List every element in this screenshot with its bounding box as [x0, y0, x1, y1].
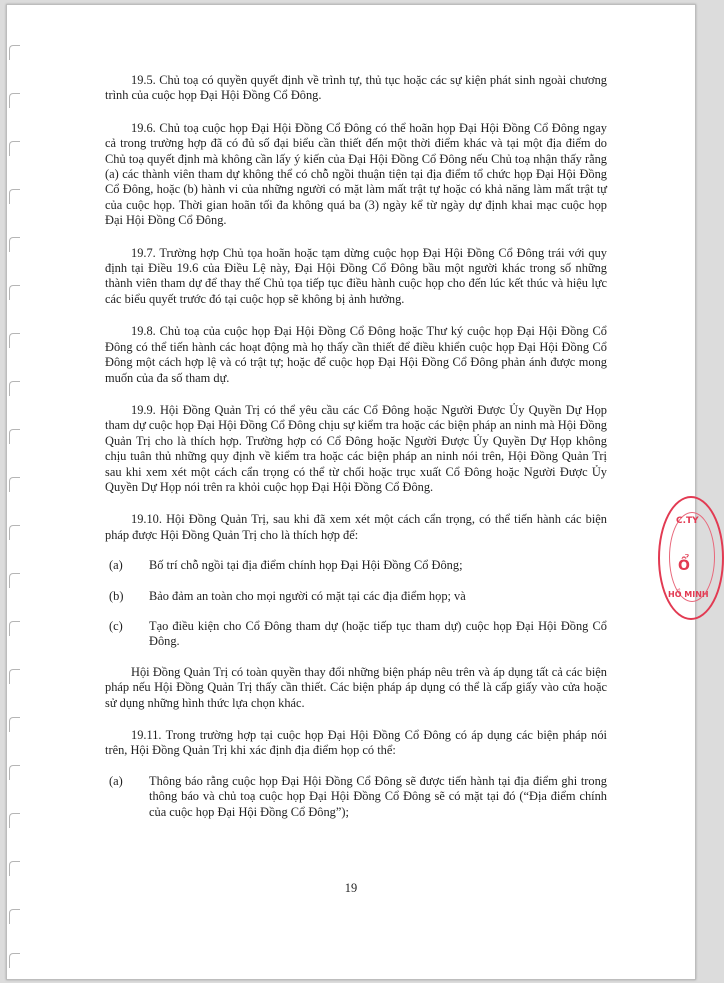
- document-body: [105, 73, 607, 820]
- list-item-19-10-c: [105, 619, 607, 650]
- paragraph-19-6: 19.6. Chủ toạ cuộc họp Đại Hội Đồng Cổ Đông có thể hoãn họp Đại Hội Đồng Cổ Đông ngay cả trong trường hợp đã có đủ số đại biểu cần thiết đến một thời điểm khác và tại một địa điểm do Chủ toạ quyết định mà không cần lấy ý kiến của Đại Hội Đồng Cổ Đông nếu Chủ toạ nhận thấy rằng (a) các thành viên tham dự không thể có chỗ ngồi thuận tiện tại địa điểm tổ chức họp Đại Hội Đồng Cổ Đông, hoặc (b) hành vi của những người có mặt làm mất trật tự hoặc có khả năng làm mất trật tự của cuộc họp. Thời gian hoãn tối đa không quá ba (3) ngày kể từ ngày dự định khai mạc cuộc họp Đại Hội Đồng Cổ Đông.: [105, 120, 607, 228]
- paragraph-19-9: 19.9. Hội Đồng Quản Trị có thể yêu cầu các Cổ Đông hoặc Người Được Ủy Quyền Dự Họp tham dự cuộc họp Đại Hội Đồng Cổ Đông chịu sự kiểm tra hoặc các biện pháp an ninh mà Hội Đồng Quản Trị cho là thích hợp. Trường hợp có Cổ Đông hoặc Người Được Ủy Quyền Dự Họp không chịu tuân thủ những quy định về kiểm tra hoặc các biện pháp an ninh nói trên, Hội Đồng Quản Trị sau khi xem xét một cách cẩn trọng có thể từ chối hoặc trục xuất Cổ Đông hoặc Người Được Ủy Quyền Dự Họp nói trên ra khỏi cuộc họp Đại Hội Đồng Cổ Đông.: [105, 402, 607, 494]
- list-item-label: (b): [109, 588, 124, 603]
- paragraph-19-5: 19.5. Chủ toạ có quyền quyết định về trình tự, thủ tục hoặc các sự kiện phát sinh ngoài chương trình của cuộc họp Đại Hội Đồng Cổ Đông.: [105, 73, 607, 103]
- list-item-text: Bố trí chỗ ngồi tại địa điểm chính họp Đại Hội Đồng Cổ Đông;: [149, 558, 463, 573]
- list-item-label: (c): [109, 618, 123, 633]
- paragraph-19-10: 19.10. Hội Đồng Quản Trị, sau khi đã xem xét một cách cẩn trọng, có thể tiến hành các biện pháp được Hội Đồng Quản Trị cho là thích hợp để:: [105, 512, 607, 542]
- binding-rings: [7, 5, 21, 979]
- paragraph-19-8: 19.8. Chủ toạ của cuộc họp Đại Hội Đồng Cổ Đông hoặc Thư ký cuộc họp Đại Hội Đồng Cổ Đông có thể tiến hành các hoạt động mà họ thấy cần thiết để điều khiển cuộc họp Đại Hội Đồng Cổ Đông một cách hợp lệ và có trật tự; hoặc để cuộc họp Đại Hội Đồng Cổ Đông phản ánh được mong muốn của đa số tham dự.: [105, 324, 607, 385]
- list-item-19-10-a: [105, 558, 607, 573]
- document-page: [6, 4, 696, 980]
- paragraph-19-10-tail: Hội Đồng Quản Trị có toàn quyền thay đổi những biện pháp nêu trên và áp dụng tất cả các biện pháp nếu Hội Đồng Quản Trị thấy cần thiết. Các biện pháp áp dụng có thể là cấp giấy vào cửa hoặc sử dụng những hình thức lựa chọn khác.: [105, 664, 607, 710]
- seal-text-bottom: HỒ MINH: [668, 590, 709, 599]
- list-item-19-11-a: [105, 774, 607, 820]
- paragraph-19-11: 19.11. Trong trường hợp tại cuộc họp Đại Hội Đồng Cổ Đông có áp dụng các biện pháp nói trên, Hội Đồng Quản Trị khi xác định địa điểm họp có thể:: [105, 728, 607, 758]
- page-number: 19: [344, 881, 358, 895]
- seal-text-top: C.TY: [676, 516, 699, 526]
- paragraph-19-7: 19.7. Trường hợp Chủ tọa hoãn hoặc tạm dừng cuộc họp Đại Hội Đồng Cổ Đông trái với quy định tại Điều 19.6 của Điều Lệ này, Đại Hội Đồng Cổ Đông bầu một người khác trong số những thành viên tham dự để thay thế Chủ tọa tiếp tục điều hành cuộc họp cho đến lúc kết thúc và hiệu lực các biểu quyết trước đó tại cuộc họp sẽ không bị ảnh hưởng.: [105, 245, 607, 306]
- list-item-text: Tạo điều kiện cho Cổ Đông tham dự (hoặc tiếp tục tham dự) cuộc họp Đại Hội Đồng Cổ Đông.: [149, 618, 607, 649]
- list-item-label: (a): [109, 558, 123, 573]
- list-item-label: (a): [109, 773, 123, 788]
- list-item-text: Bảo đảm an toàn cho mọi người có mặt tại các địa điểm họp; và: [149, 588, 466, 603]
- list-item-text: Thông báo rằng cuộc họp Đại Hội Đồng Cổ Đông sẽ được tiến hành tại địa điểm ghi trong thông báo và chủ toạ cuộc họp Đại Hội Đồng Cổ Đông sẽ có mặt tại đó (“Địa điểm chính của cuộc họp Đại Hội Đồng Cổ Đông”);: [149, 773, 607, 819]
- seal-text-mid: Ổ: [678, 558, 690, 574]
- list-item-19-10-b: [105, 589, 607, 604]
